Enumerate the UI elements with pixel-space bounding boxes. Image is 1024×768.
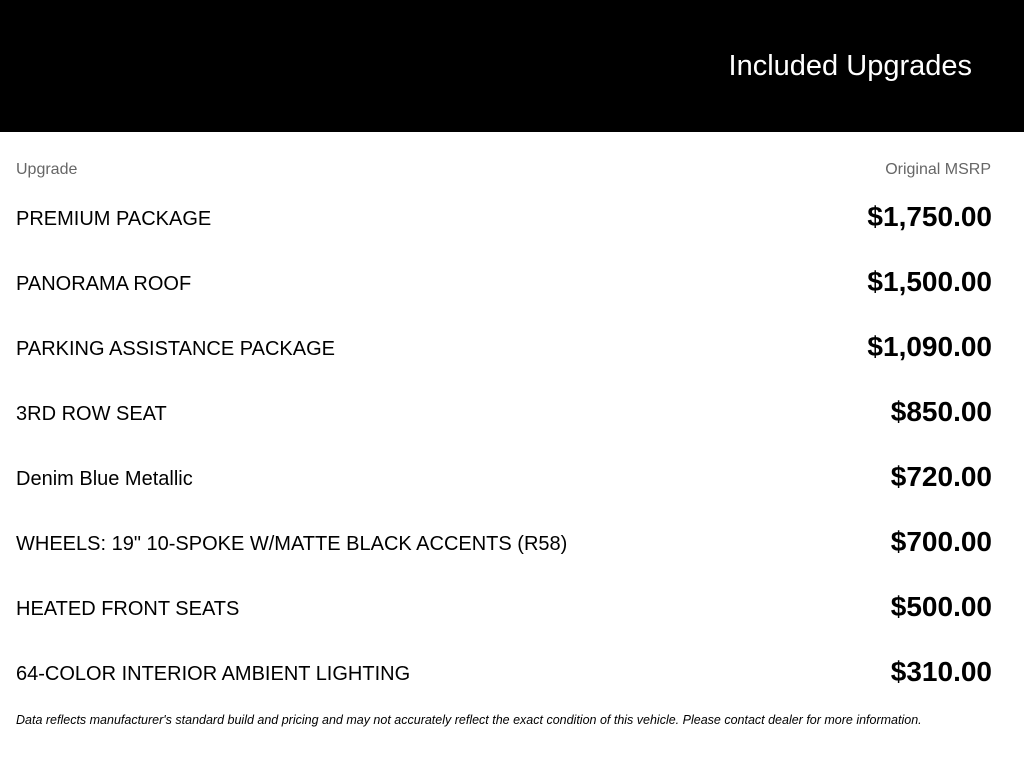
upgrade-name: 3RD ROW SEAT xyxy=(16,403,167,425)
upgrade-name: WHEELS: 19" 10-SPOKE W/MATTE BLACK ACCENTS (R58) xyxy=(16,533,568,555)
upgrade-name: Denim Blue Metallic xyxy=(16,468,193,490)
upgrade-row xyxy=(0,575,1024,640)
header-banner xyxy=(0,0,1024,132)
upgrade-row xyxy=(0,445,1024,510)
column-header-msrp: Original MSRP xyxy=(885,161,991,178)
column-header-upgrade: Upgrade xyxy=(16,161,78,178)
upgrade-price: $1,090.00 xyxy=(867,331,992,362)
upgrade-row xyxy=(0,250,1024,315)
upgrade-price: $1,750.00 xyxy=(867,201,992,232)
upgrade-price: $720.00 xyxy=(890,461,992,492)
upgrade-name: PARKING ASSISTANCE PACKAGE xyxy=(16,338,335,360)
upgrade-row xyxy=(0,380,1024,445)
upgrade-name: 64-COLOR INTERIOR AMBIENT LIGHTING xyxy=(16,663,411,685)
upgrade-price: $850.00 xyxy=(890,396,992,427)
upgrades-list xyxy=(0,185,1024,705)
upgrade-row xyxy=(0,640,1024,705)
upgrade-name: HEATED FRONT SEATS xyxy=(16,598,240,620)
upgrade-row xyxy=(0,185,1024,250)
upgrade-price: $1,500.00 xyxy=(867,266,992,297)
upgrade-price: $700.00 xyxy=(890,526,992,557)
upgrade-row xyxy=(0,315,1024,380)
upgrade-price: $310.00 xyxy=(890,656,992,687)
upgrade-name: PANORAMA ROOF xyxy=(16,273,192,295)
disclaimer-text: Data reflects manufacturer's standard build and pricing and may not accurately reflect the exact condition of this vehicle. Please contact dealer for more information. xyxy=(16,713,922,727)
upgrade-price: $500.00 xyxy=(890,591,992,622)
upgrade-name: PREMIUM PACKAGE xyxy=(16,208,212,230)
upgrade-row xyxy=(0,510,1024,575)
page-title: Included Upgrades xyxy=(728,50,972,82)
